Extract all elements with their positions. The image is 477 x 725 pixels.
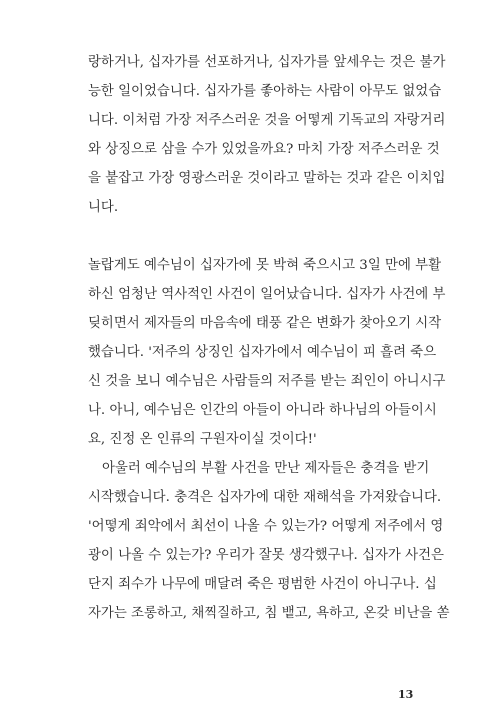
text-line: 나. 아니, 예수님은 인간의 아들이 아니라 하나님의 아들이시 [88,403,437,418]
body-text [88,48,450,628]
text-line: 와 상징으로 삼을 수가 있었을까요? 마치 가장 저주스러운 것 [88,142,440,157]
text-line: 자가는 조롱하고, 채찍질하고, 침 뱉고, 욕하고, 온갖 비난을 쏟 [88,606,450,621]
text-line: 광이 나올 수 있는가? 우리가 잘못 생각했구나. 십자가 사건은 [88,548,444,563]
paragraph-1 [88,48,446,222]
text-line: 을 붙잡고 가장 영광스러운 것이라고 말하는 것과 같은 이치입 [88,171,446,186]
paragraph-gap [88,222,418,251]
text-line: 놀랍게도 예수님이 십자가에 못 박혀 죽으시고 3일 만에 부활 [88,258,442,273]
text-line: 니다. 이처럼 가장 저주스러운 것을 어떻게 기독교의 자랑거리 [88,113,446,128]
text-line: 하신 엄청난 역사적인 사건이 일어났습니다. 십자가 사건에 부 [88,287,446,302]
text-line: 했습니다. '저주의 상징인 십자가에서 예수님이 피 흘려 죽으 [88,345,437,360]
paragraph-3 [88,454,450,628]
text-line: 시작했습니다. 충격은 십자가에 대한 재해석을 가져왔습니다. [88,490,442,505]
paragraph-2 [88,251,446,454]
text-line: 능한 일이었습니다. 십자가를 좋아하는 사람이 아무도 없었습 [88,84,442,99]
text-line: 니다. [88,200,119,215]
text-line: 신 것을 보니 예수님은 사람들의 저주를 받는 죄인이 아니시구 [88,374,446,389]
page-number: 13 [398,688,414,701]
text-line: 아울러 예수님의 부활 사건을 만난 제자들은 충격을 받기 [102,461,430,476]
text-line: 요, 진정 온 인류의 구원자이실 것이다!' [88,432,317,447]
text-line: 랑하거나, 십자가를 선포하거나, 십자가를 앞세우는 것은 불가 [88,55,446,70]
text-line: 딪히면서 제자들의 마음속에 태풍 같은 변화가 찾아오기 시작 [88,316,442,331]
text-line: 단지 죄수가 나무에 매달려 죽은 평범한 사건이 아니구나. 십 [88,577,437,592]
text-line: '어떻게 죄악에서 최선이 나올 수 있는가? 어떻게 저주에서 영 [88,519,444,534]
